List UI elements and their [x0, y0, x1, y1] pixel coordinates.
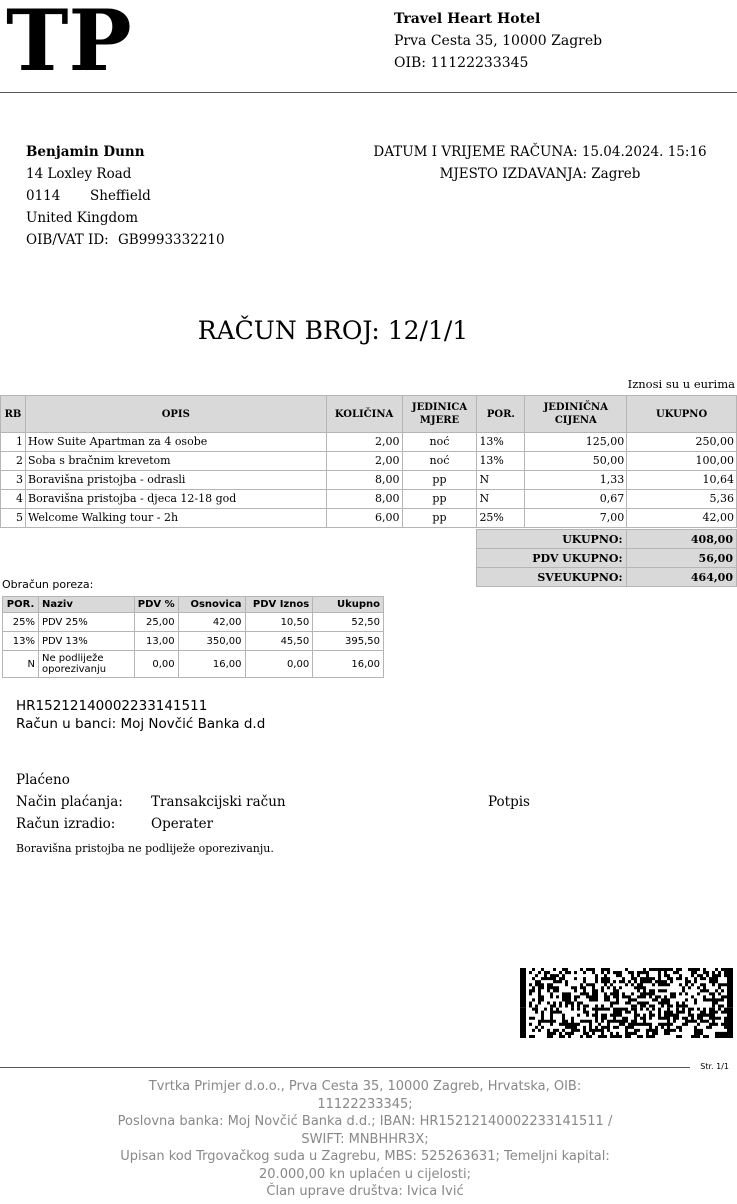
footer-divider	[0, 1067, 690, 1068]
col-kolicina: KOLIČINA	[326, 396, 402, 433]
row-ukupno: 5,36	[627, 490, 737, 509]
col-jedinica	[402, 396, 477, 433]
hotel-info	[394, 8, 602, 74]
tax-ukupno: 52,50	[313, 613, 384, 632]
vat-total-row	[477, 549, 737, 568]
customer-vat-value: GB9993332210	[118, 232, 225, 248]
issuer-line	[16, 813, 286, 835]
customer-postcode: 0114	[26, 188, 61, 204]
issuer-label: Račun izradio:	[16, 816, 116, 832]
row-opis: How Suite Apartman za 4 osobe	[25, 433, 326, 452]
customer-city-line	[26, 185, 225, 207]
customer-street: 14 Loxley Road	[26, 166, 132, 182]
tax-osnovica: 42,00	[178, 613, 245, 632]
row-por: 13%	[477, 433, 525, 452]
table-row	[1, 433, 737, 452]
row-opis: Boravišna pristojba - odrasli	[25, 471, 326, 490]
vat-total-value: 56,00	[626, 549, 736, 568]
company-logo	[6, 0, 146, 78]
row-rb: 3	[1, 471, 26, 490]
customer-city: Sheffield	[90, 188, 151, 204]
signature-label: Potpis	[488, 794, 530, 810]
tax-por: N	[3, 651, 39, 678]
col-cijena-1: JEDINIČNA	[543, 402, 608, 413]
payment-method-label: Način plaćanja:	[16, 794, 123, 810]
invoice-datetime: DATUM I VRIJEME RAČUNA: 15.04.2024. 15:16	[373, 144, 707, 160]
barcode-2d	[520, 968, 736, 1038]
table-row	[1, 490, 737, 509]
col-opis: OPIS	[25, 396, 326, 433]
tax-pdv-pct: 13,00	[134, 632, 178, 651]
customer-country: United Kingdom	[26, 210, 139, 226]
row-cijena: 1,33	[525, 471, 627, 490]
total-value: 408,00	[626, 530, 736, 549]
tax-osnovica: 16,00	[178, 651, 245, 678]
tax-pdv-iznos: 45,50	[245, 632, 313, 651]
row-por: 25%	[477, 509, 525, 528]
tax-por: 13%	[3, 632, 39, 651]
items-table	[0, 395, 737, 528]
hotel-oib: OIB: 11122233345	[394, 55, 529, 71]
row-por: N	[477, 490, 525, 509]
tax-note: Boravišna pristojba ne podliježe oporezivanju.	[16, 842, 274, 855]
tax-col-ukupno: Ukupno	[313, 597, 384, 613]
table-row	[1, 452, 737, 471]
header-divider	[0, 92, 737, 93]
total-label: UKUPNO:	[477, 530, 627, 549]
row-ukupno: 100,00	[627, 452, 737, 471]
hotel-name: Travel Heart Hotel	[394, 11, 541, 27]
tax-pdv-pct: 25,00	[134, 613, 178, 632]
col-jedinica-1: JEDINICA	[411, 402, 468, 413]
tax-ukupno: 395,50	[313, 632, 384, 651]
row-cijena: 125,00	[525, 433, 627, 452]
row-jm: pp	[402, 471, 477, 490]
grand-total-value: 464,00	[626, 568, 736, 587]
col-rb: RB	[1, 396, 26, 433]
logo-text: TP	[6, 0, 132, 78]
col-por: POR.	[477, 396, 525, 433]
customer-vat-line	[26, 229, 225, 251]
table-row	[3, 632, 384, 651]
tax-col-pdv-iznos: PDV Iznos	[245, 597, 313, 613]
row-rb: 5	[1, 509, 26, 528]
row-cijena: 7,00	[525, 509, 627, 528]
row-opis: Soba s bračnim krevetom	[25, 452, 326, 471]
row-opis: Welcome Walking tour - 2h	[25, 509, 326, 528]
invoice-title: RAČUN BROJ: 12/1/1	[197, 316, 469, 345]
tax-osnovica: 350,00	[178, 632, 245, 651]
footer-line-2: Poslovna banka: Moj Novčić Banka d.d.; IBAN: HR1521214000223314151​1 / SWIFT: MNBHHR3X;	[117, 1114, 613, 1147]
tax-naziv: Ne podliježe oporezivanju	[38, 651, 134, 678]
invoice-place: MJESTO IZDAVANJA: Zagreb	[439, 166, 641, 182]
row-jm: pp	[402, 490, 477, 509]
customer-name: Benjamin Dunn	[26, 144, 145, 160]
tax-ukupno: 16,00	[313, 651, 384, 678]
col-cijena-2: CIJENA	[554, 415, 597, 426]
company-footer	[100, 1078, 630, 1201]
row-rb: 1	[1, 433, 26, 452]
row-kolicina: 8,00	[326, 471, 402, 490]
row-cijena: 0,67	[525, 490, 627, 509]
table-row	[3, 613, 384, 632]
tax-col-por: POR.	[3, 597, 39, 613]
page-number: Str. 1/1	[700, 1062, 729, 1071]
footer-line-1: Tvrtka Primjer d.o.o., Prva Cesta 35, 10000 Zagreb, Hrvatska, OIB: 11122233345;	[148, 1079, 582, 1112]
row-kolicina: 2,00	[326, 452, 402, 471]
payment-status: Plaćeno	[16, 772, 70, 788]
payment-info	[16, 769, 286, 835]
totals-table	[476, 529, 737, 587]
tax-pdv-iznos: 0,00	[245, 651, 313, 678]
bank-info	[16, 697, 265, 733]
row-jm: noć	[402, 452, 477, 471]
tax-por: 25%	[3, 613, 39, 632]
col-ukupno: UKUPNO	[627, 396, 737, 433]
row-por: N	[477, 471, 525, 490]
issuer-value: Operater	[151, 816, 214, 832]
tax-section-title: Obračun poreza:	[2, 578, 94, 591]
col-cijena	[525, 396, 627, 433]
row-ukupno: 250,00	[627, 433, 737, 452]
grand-total-row	[477, 568, 737, 587]
customer-block	[26, 141, 225, 251]
tax-pdv-iznos: 10,50	[245, 613, 313, 632]
table-row	[1, 471, 737, 490]
tax-col-naziv: Naziv	[38, 597, 134, 613]
footer-line-3: Upisan kod Trgovačkog suda u Zagrebu, MBS: 525263631; Temeljni kapital: 20.000,00 kn uplaćen u cijelosti;	[120, 1149, 610, 1182]
currency-note: Iznosi su u eurima	[627, 377, 735, 391]
items-header-row	[1, 396, 737, 433]
vat-total-label: PDV UKUPNO:	[477, 549, 627, 568]
tax-pdv-pct: 0,00	[134, 651, 178, 678]
footer-line-4: Član uprave društva: Ivica Ivić	[266, 1184, 464, 1199]
tax-naziv: PDV 25%	[38, 613, 134, 632]
row-opis: Boravišna pristojba - djeca 12-18 god	[25, 490, 326, 509]
bank-account: Račun u banci: Moj Novčić Banka d.d	[16, 716, 266, 732]
grand-total-label: SVEUKUPNO:	[477, 568, 627, 587]
tax-col-osnovica: Osnovica	[178, 597, 245, 613]
tax-naziv: PDV 13%	[38, 632, 134, 651]
invoice-meta	[360, 141, 720, 185]
tax-table	[2, 596, 384, 678]
row-rb: 4	[1, 490, 26, 509]
bank-iban: HR1521214000223314151​1	[16, 698, 208, 714]
payment-method-line	[16, 791, 286, 813]
tax-header-row	[3, 597, 384, 613]
col-jedinica-2: MJERE	[419, 415, 460, 426]
row-rb: 2	[1, 452, 26, 471]
row-kolicina: 6,00	[326, 509, 402, 528]
table-row	[1, 509, 737, 528]
row-kolicina: 8,00	[326, 490, 402, 509]
total-row	[477, 530, 737, 549]
tax-col-pdv-pct: PDV %	[134, 597, 178, 613]
payment-method-value: Transakcijski račun	[151, 794, 286, 810]
row-kolicina: 2,00	[326, 433, 402, 452]
row-ukupno: 10,64	[627, 471, 737, 490]
table-row	[3, 651, 384, 678]
barcode-modules	[520, 968, 733, 1038]
row-jm: pp	[402, 509, 477, 528]
row-por: 13%	[477, 452, 525, 471]
row-jm: noć	[402, 433, 477, 452]
hotel-address: Prva Cesta 35, 10000 Zagreb	[394, 33, 603, 49]
customer-vat-label: OIB/VAT ID:	[26, 232, 109, 248]
row-cijena: 50,00	[525, 452, 627, 471]
row-ukupno: 42,00	[627, 509, 737, 528]
